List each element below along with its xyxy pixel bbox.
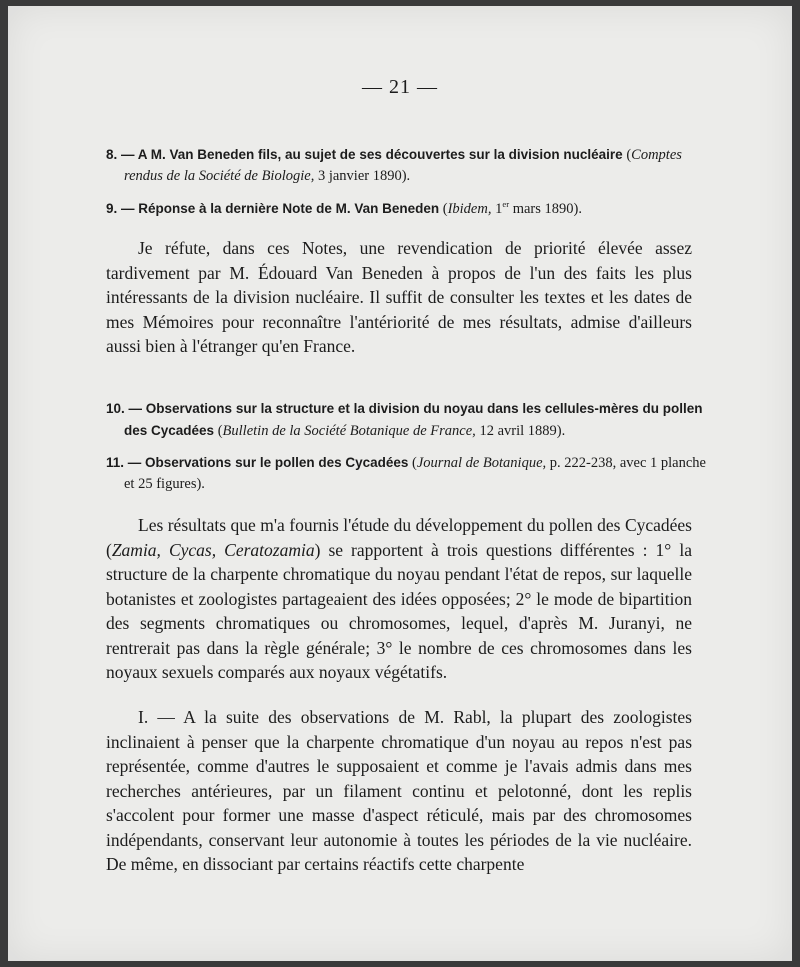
reference-11-title: — Observations sur le pollen des Cycadées: [124, 455, 409, 470]
reference-11-number: 11.: [106, 455, 125, 470]
reference-9-date: 1: [491, 201, 503, 217]
reference-8-number: 8.: [106, 147, 118, 162]
paragraph-results-text-a: Les résultats que m'a fournis l'étude du développement du pollen des Cycadées (: [106, 515, 692, 560]
reference-10-title: — Observations sur la structure et la division du noyau dans les cellules-mères du pollen des Cycadées: [124, 401, 703, 438]
reference-11-journal: Journal de Botanique,: [416, 455, 547, 471]
document-page: [8, 6, 792, 961]
reference-10-paren: (: [214, 423, 223, 439]
reference-10-number: 10.: [106, 401, 125, 416]
reference-9-title: — Réponse à la dernière Note de M. Van Beneden: [117, 201, 440, 216]
reference-11-details: p. 222-238, avec 1 planche et 25 figures).: [124, 455, 706, 492]
reference-11-paren: (: [408, 455, 417, 471]
reference-9-journal: Ibidem,: [447, 201, 492, 217]
reference-8: [106, 144, 710, 187]
reference-11: [106, 452, 710, 495]
reference-10: [106, 398, 710, 442]
page-number: — 21 —: [362, 76, 438, 98]
reference-9: [106, 198, 710, 220]
reference-9-paren: (: [439, 201, 448, 217]
reference-8-journal: Comptes rendus de la Société de Biologie,: [124, 147, 682, 184]
reference-10-journal: Bulletin de la Société Botanique de France,: [222, 423, 476, 439]
paragraph-section-1: I. — A la suite des observations de M. Rabl, la plupart des zoologistes inclinaient à penser que la charpente chromatique d'un noyau au repos n'est pas représentée, comme d'autres le supposaient et comme je l'avais admis dans mes recherches antérieures, par un filament continu et pelotonné, dont les replis s'accolent pour former une masse d'aspect réticulé, mais par des chromosomes indépendants, conservant leur autonomie à toutes les périodes de la vie nucléaire. De même, en dissociant par certains réactifs cette charpente: [106, 707, 692, 874]
paragraph-results: [106, 513, 692, 685]
paragraph-results-genera: Zamia, Cycas, Ceratozamia: [111, 539, 315, 560]
reference-10-date: 12 avril 1889).: [475, 423, 566, 439]
paragraph-results-text-c: ) se rapportent à trois questions différentes : 1° la structure de la charpente chromatique du noyau pendant l'état de repos, sur laquelle botanistes et zoologistes partageaient des idées opposées; 2° le mode de bipartition des segments chromatiques ou chromosomes, lequel, d'après M. Juranyi, ne rentrerait pas dans la règle générale; 3° le nombre de ces chromosomes dans les noyaux sexuels comparés aux noyaux végétatifs.: [106, 539, 692, 682]
reference-8-paren: (: [622, 147, 632, 163]
reference-9-sup: er: [502, 199, 510, 210]
reference-9-number: 9.: [106, 201, 118, 216]
reference-9-date-end: mars 1890).: [509, 201, 582, 217]
paragraph-priority: Je réfute, dans ces Notes, une revendication de priorité élevée assez tardivement par M. Édouard Van Beneden à propos de l'un des faits les plus intéressants de la division nucléaire. Il suffit de consulter les textes et les dates de mes Mémoires pour reconnaître l'antériorité de mes résultats, admise d'ailleurs aussi bien à l'étranger qu'en France.: [106, 238, 692, 356]
reference-8-date: 3 janvier 1890).: [314, 168, 411, 184]
reference-8-title: — A M. Van Beneden fils, au sujet de ses découvertes sur la division nucléaire: [117, 147, 623, 162]
